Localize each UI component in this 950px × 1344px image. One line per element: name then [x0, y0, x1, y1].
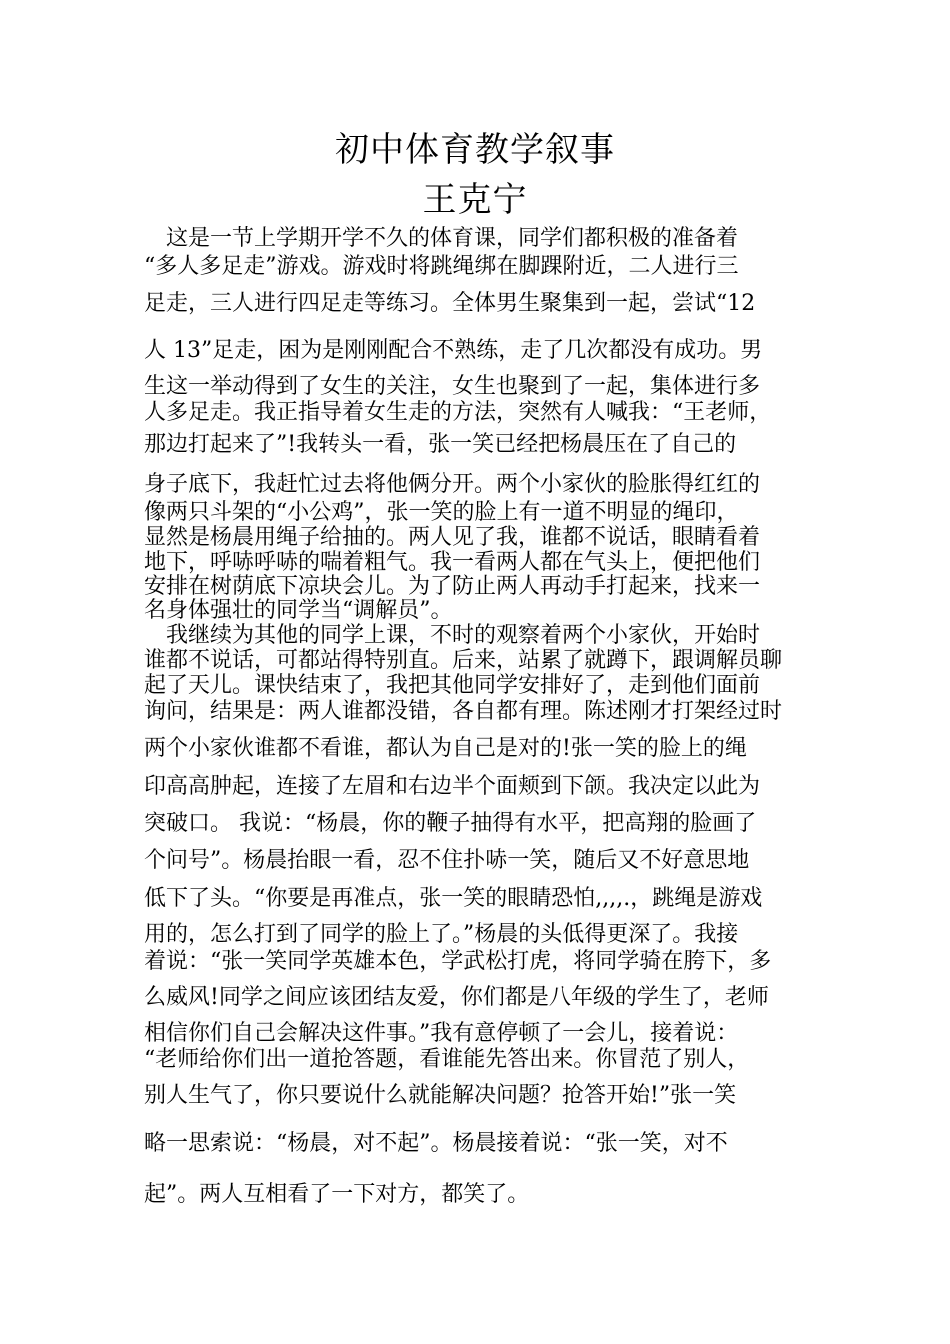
paragraph-line: 足走，三人进行四足走等练习。全体男生聚集到一起，尝试“12 — [144, 291, 756, 316]
paragraph-line: 突破口。 我说：“杨晨，你的鞭子抽得有水平，把高翔的脸画了 — [144, 811, 757, 836]
paragraph-line: 人 13”足走，困为是刚刚配合不熟练，走了几次都没有成功。男 — [144, 338, 763, 363]
paragraph-line: 安排在树荫底下凉块会儿。为了防止两人再动手打起来，找来一 — [144, 574, 761, 599]
paragraph-line: 人多足走。我正指导着女生走的方法，突然有人喊我：“王老师， — [144, 400, 772, 425]
paragraph-line: 印高高肿起，连接了左眉和右边半个面颊到下颌。我决定以此为 — [144, 774, 761, 799]
document-author: 王克宁 — [422, 180, 528, 220]
paragraph-line: 名身体强壮的同学当“调解员”。 — [144, 598, 453, 623]
paragraph-line: 低下了头。“你要是再准点，张一笑的眼睛恐怕,,,,.，跳绳是游戏 — [144, 886, 763, 911]
paragraph-line: 么威风!同学之间应该团结友爱，你们都是八年级的学生了，老师 — [144, 985, 769, 1010]
paragraph-line: 着说：“张一笑同学英雄本色，学武松打虎，将同学骑在胯下，多 — [144, 949, 772, 974]
paragraph-line: 别人生气了，你只要说什么就能解决问题？抢答开始!”张一笑 — [144, 1083, 737, 1108]
paragraph-line: 两个小家伙谁都不看谁，都认为自己是对的!张一笑的脸上的绳 — [144, 736, 747, 761]
paragraph-line: 谁都不说话，可都站得特别直。后来，站累了就蹲下，跟调解员聊 — [144, 648, 783, 673]
paragraph-line: 生这一举动得到了女生的关注，女生也聚到了一起，集体进行多 — [144, 374, 761, 399]
paragraph-line: 那边打起来了”!我转头一看，张一笑已经把杨晨压在了自己的 — [144, 432, 737, 457]
paragraph-line: 用的，怎么打到了同学的脸上了。”杨晨的头低得更深了。我接 — [144, 922, 739, 947]
paragraph-line: 身子底下，我赶忙过去将他俩分开。两个小家伙的脸胀得红红的 — [144, 472, 761, 497]
paragraph-line: 相信你们自己会解决这件事。”我有意停顿了一会儿，接着说： — [144, 1021, 739, 1046]
paragraph-line: “老师给你们出一道抢答题，看谁能先答出来。你冒范了别人， — [144, 1047, 750, 1072]
paragraph-line: 起”。两人互相看了一下对方，都笑了。 — [144, 1182, 530, 1207]
paragraph-line: 显然是杨晨用绳子给抽的。两人见了我，谁都不说话，眼睛看着 — [144, 525, 761, 550]
document-title: 初中体育教学叙事 — [335, 130, 615, 170]
paragraph-line: 略一思索说：“杨晨，对不起”。杨晨接着说：“张一笑，对不 — [144, 1131, 728, 1156]
paragraph-line: 地下，呼哧呼哧的喘着粗气。我一看两人都在气头上，便把他们 — [144, 550, 761, 575]
paragraph-line: 像两只斗架的“小公鸡”，张一笑的脸上有一道不明显的绳印， — [144, 500, 739, 525]
paragraph-line: “多人多足走”游戏。游戏时将跳绳绑在脚踝附近，二人进行三 — [144, 254, 739, 279]
paragraph-line: 个问号”。杨晨抬眼一看，忍不住扑哧一笑，随后又不好意思地 — [144, 848, 750, 873]
paragraph-line: 这是一节上学期开学不久的体育课，同学们都积极的准备着 — [144, 226, 739, 251]
paragraph-line: 起了天儿。课快结束了，我把其他同学安排好了，走到他们面前 — [144, 673, 761, 698]
paragraph-line: 我继续为其他的同学上课，不时的观察着两个小家伙，开始时 — [144, 623, 761, 648]
paragraph-line: 询问，结果是：两人谁都没错，各自都有理。陈述刚才打架经过时 — [144, 699, 783, 724]
